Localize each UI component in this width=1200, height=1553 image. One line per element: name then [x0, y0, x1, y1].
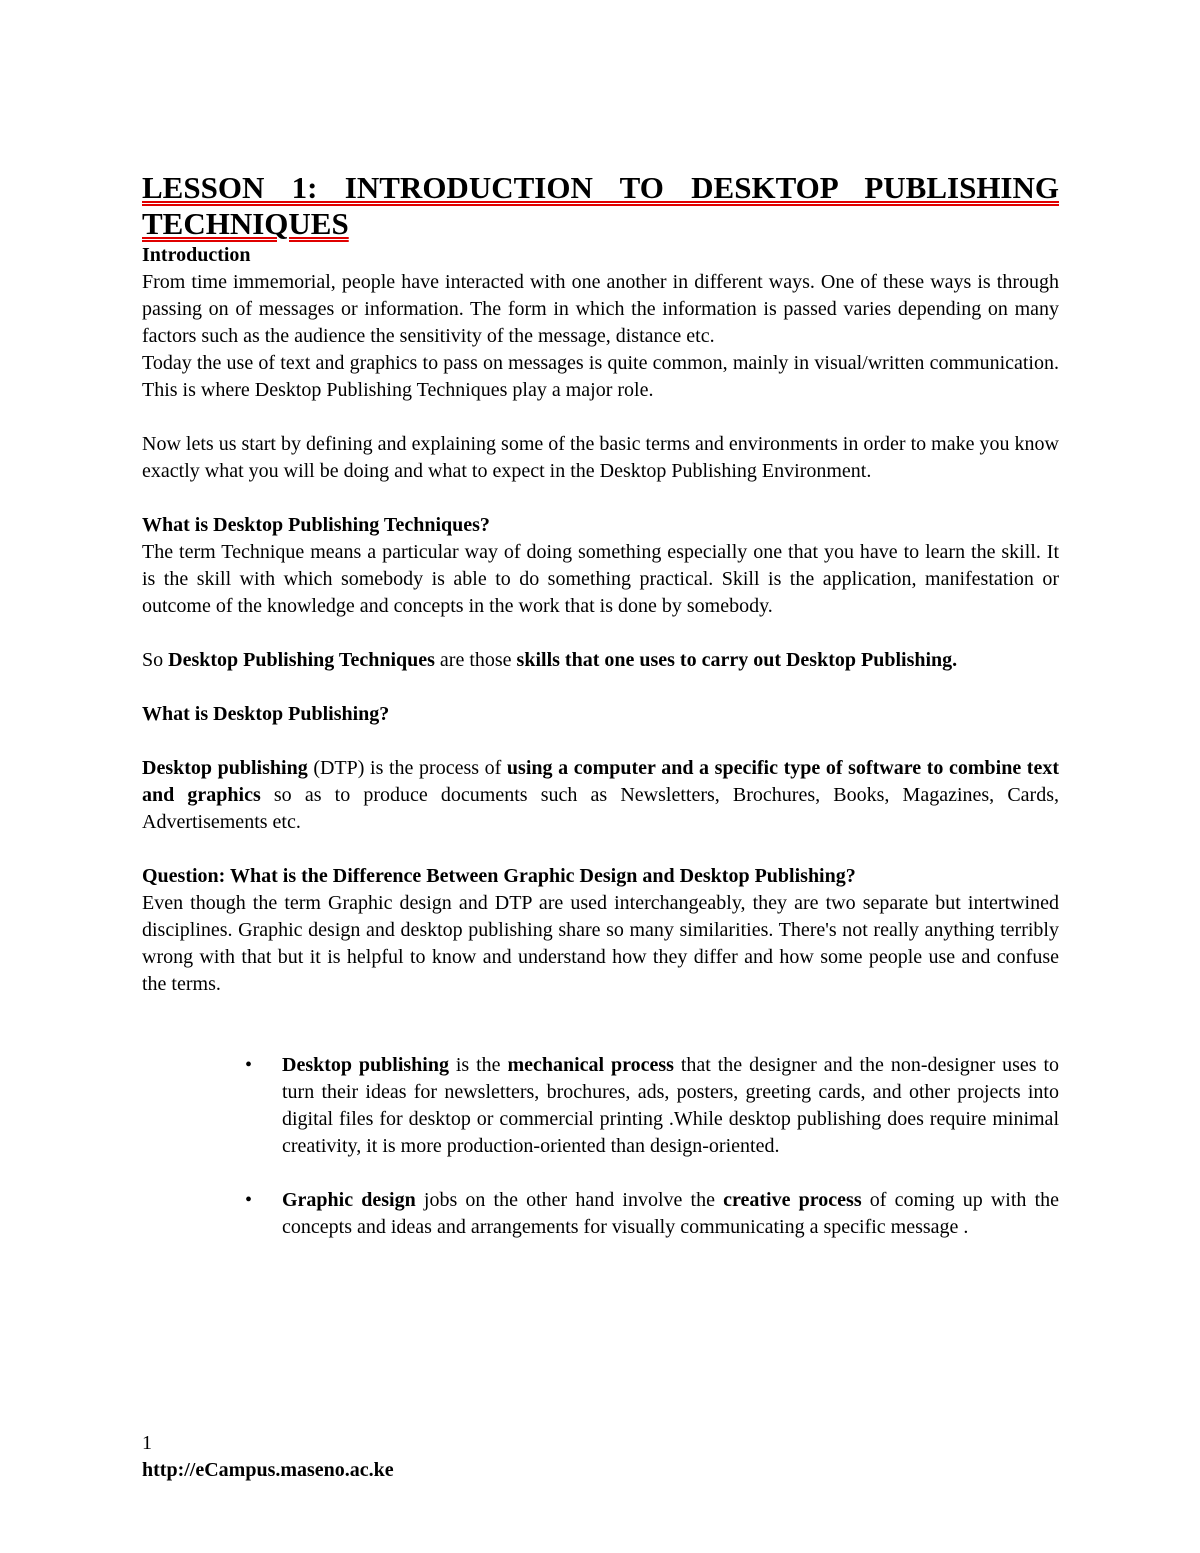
intro-paragraph-3: Now lets us start by defining and explaining some of the basic terms and environments in order to make you know exactly what you will be doing and what to expect in the Desktop Publishing Environment. [142, 433, 1059, 482]
spacer [142, 728, 1059, 755]
list-item [245, 1052, 1060, 1160]
footer-url-link[interactable]: http://eCampus.maseno.ac.ke [142, 1459, 394, 1481]
page-footer [142, 1430, 394, 1484]
spacer [142, 998, 1059, 1025]
bullet-icon: • [245, 1054, 253, 1076]
introduction-heading: Introduction [142, 244, 251, 266]
spacer [142, 674, 1059, 701]
bold-run: skills that one uses to carry out Desktop Publishing. [516, 649, 958, 671]
techniques-paragraph: The term Technique means a particular way of doing something especially one that you have to learn the skill. It is the skill with which somebody is able to do something practical. Skill is the application, manifestation or outcome of the knowledge and concepts in the work that is done by somebody. [142, 541, 1059, 617]
spacer [142, 485, 1059, 512]
text-run: is the [448, 1054, 508, 1076]
text-run: So [142, 649, 169, 671]
page-number: 1 [142, 1432, 152, 1454]
difference-list [142, 1052, 1059, 1241]
bold-run: Desktop publishing [282, 1054, 449, 1076]
techniques-heading: What is Desktop Publishing Techniques? [142, 514, 490, 536]
bold-run: creative process [723, 1189, 862, 1211]
dtp-definition [142, 755, 1059, 836]
spacer [142, 836, 1059, 863]
lesson-title-text: LESSON 1: INTRODUCTION TO DESKTOP PUBLISHING TECHNIQUES [142, 170, 1059, 241]
lesson-title [142, 170, 1059, 242]
techniques-definition [142, 647, 1059, 674]
text-run: so as to produce documents such as Newsletters, Brochures, Books, Magazines, Cards, Advertisements etc. [142, 784, 1059, 833]
text-run: jobs on the other hand involve the [415, 1189, 724, 1211]
spacer [282, 1160, 1059, 1187]
bold-run: Graphic design [282, 1189, 416, 1211]
difference-heading: Question: What is the Difference Between Graphic Design and Desktop Publishing? [142, 865, 856, 887]
text-run: of coming up with the concepts and ideas and arrangements for visually communicating a specific message . [282, 1189, 1060, 1238]
intro-paragraph-1: From time immemorial, people have interacted with one another in different ways. One of these ways is through passing on of messages or information. The form in which the information is passed varies depending on many factors such as the audience the sensitivity of the message, distance etc. [142, 271, 1059, 347]
bullet-icon: • [245, 1189, 253, 1211]
spacer [142, 404, 1059, 431]
spacer [142, 1025, 1059, 1052]
text-run: that the designer and the non-designer uses to turn their ideas for newsletters, brochures, ads, posters, greeting cards, and other projects into digital files for desktop or commercial printing .While desktop publishing does require minimal creativity, it is more production-oriented than design-oriented. [282, 1054, 1060, 1157]
list-item [245, 1187, 1060, 1241]
spacer [142, 620, 1059, 647]
dtp-heading: What is Desktop Publishing? [142, 703, 390, 725]
intro-paragraph-2: Today the use of text and graphics to pass on messages is quite common, mainly in visual/written communication. This is where Desktop Publishing Techniques play a major role. [142, 352, 1059, 401]
bold-run: Desktop Publishing Techniques [168, 649, 435, 671]
text-run: are those [434, 649, 517, 671]
document-page [142, 170, 1059, 1241]
text-run: (DTP) is the process of [307, 757, 507, 779]
difference-paragraph: Even though the term Graphic design and DTP are used interchangeably, they are two separate but intertwined disciplines. Graphic design and desktop publishing share so many similarities. There's not really anything terribly wrong with that but it is helpful to know and understand how they differ and how some people use and confuse the terms. [142, 892, 1059, 995]
bold-run: mechanical process [507, 1054, 674, 1076]
bold-run: using a computer and a specific type of software to combine text and graphics [142, 757, 1060, 806]
bold-run: Desktop publishing [142, 757, 308, 779]
